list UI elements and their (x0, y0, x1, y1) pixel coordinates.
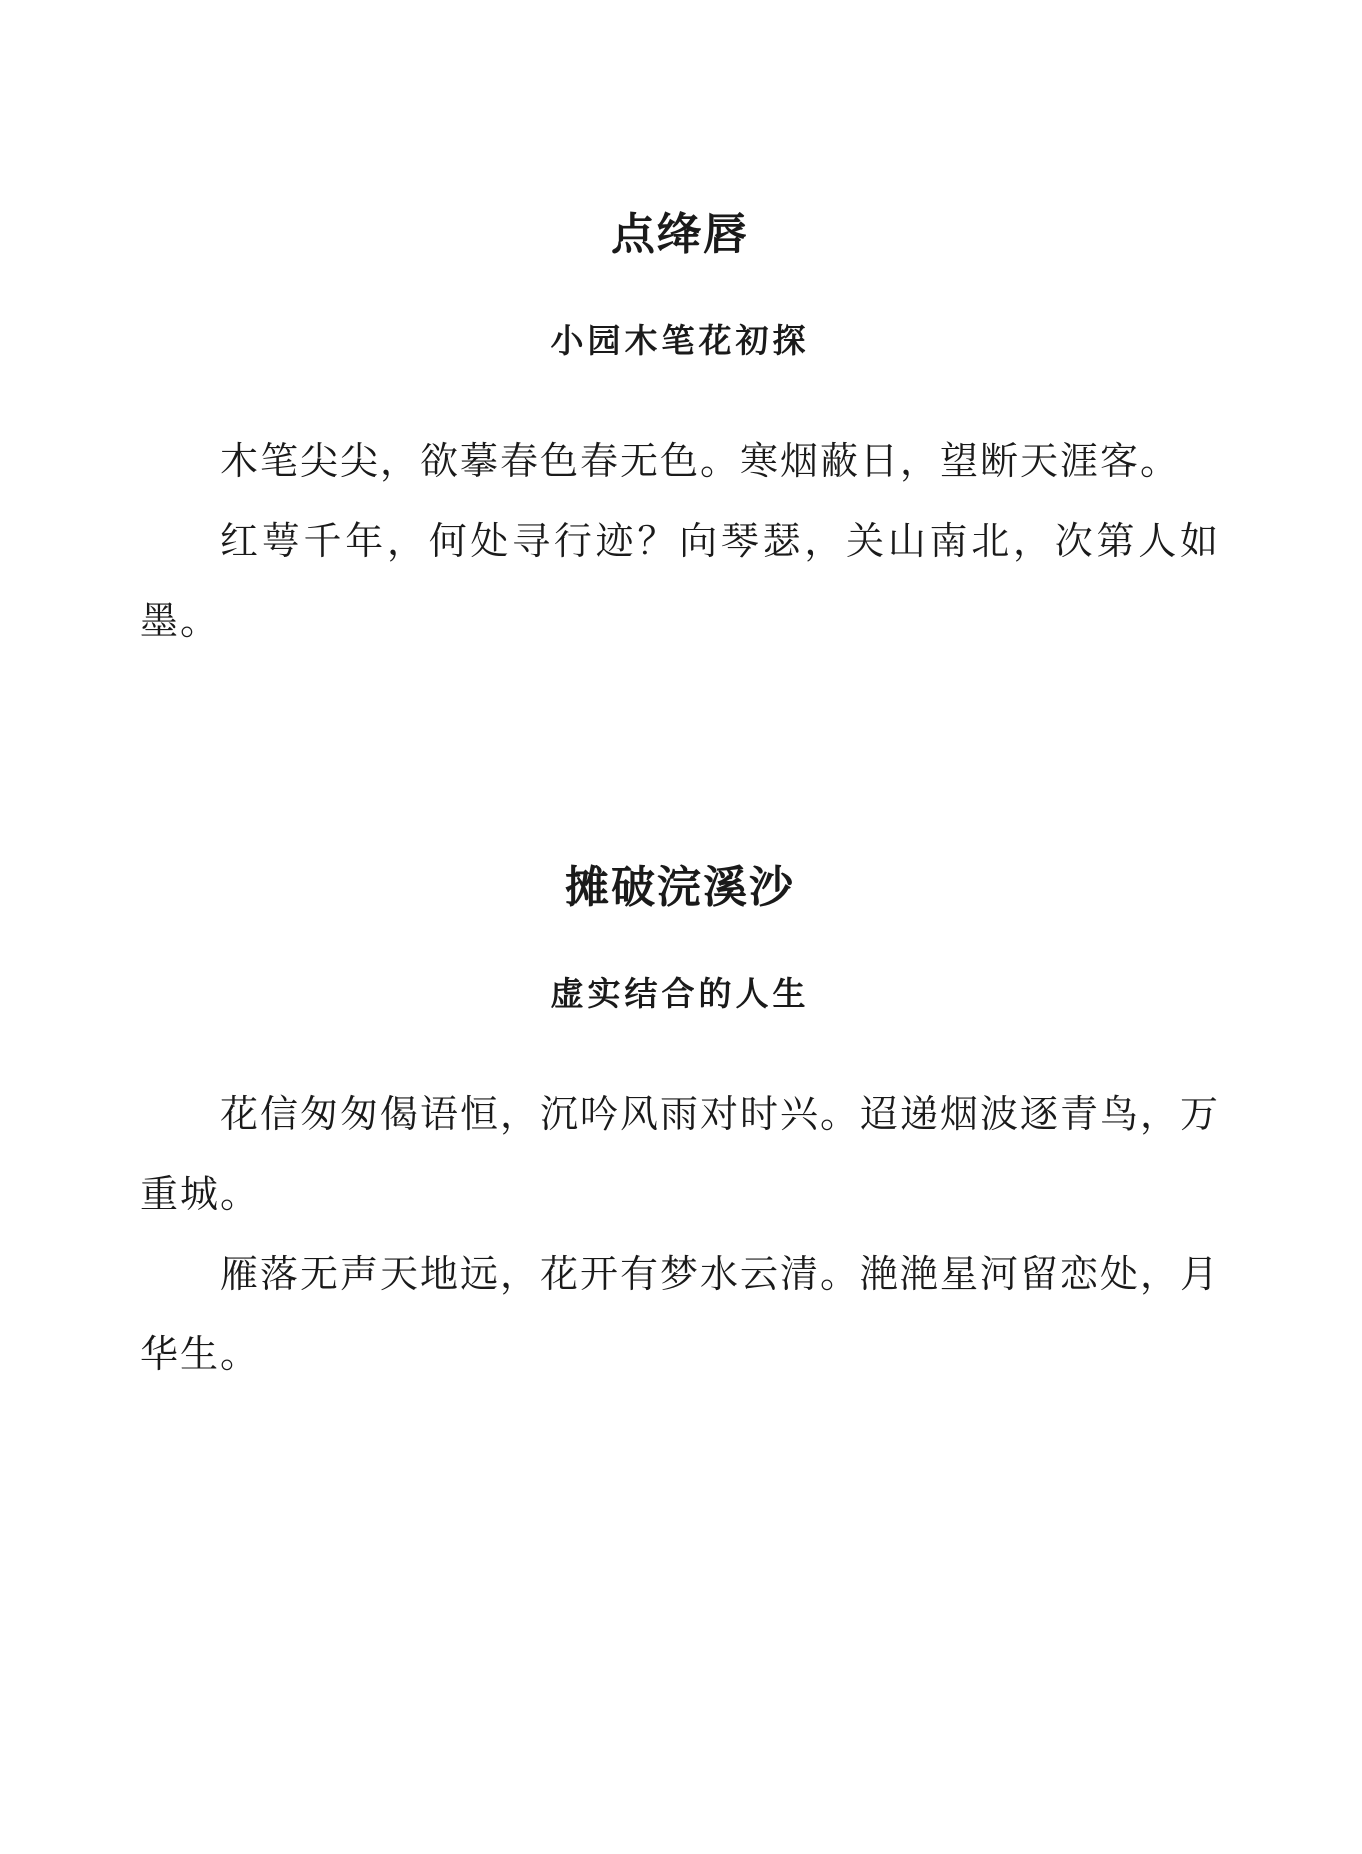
stanza-2: 雁落无声天地远，花开有梦水云清。滟滟星河留恋处，月华生。 (140, 1252, 1221, 1376)
poem-body (140, 421, 1220, 661)
poem-title: 摊破浣溪沙 (565, 862, 795, 913)
poem-subtitle: 虚实结合的人生 (550, 974, 810, 1013)
poem-dianjiangchun (140, 205, 1220, 661)
stanza-2: 红萼千年，何处寻行迹？向琴瑟，关山南北，次第人如墨。 (140, 519, 1220, 643)
poem-title: 点绛唇 (611, 209, 749, 260)
poem-subtitle: 小园木笔花初探 (550, 321, 810, 360)
poem-tanpohuanxisha (140, 858, 1220, 1394)
stanza-1: 花信匆匆偈语恒，沉吟风雨对时兴。迢递烟波逐青鸟，万重城。 (140, 1092, 1221, 1216)
poem-body (140, 1074, 1220, 1394)
stanza-1: 木笔尖尖，欲摹春色春无色。寒烟蔽日，望断天涯客。 (220, 439, 1181, 483)
